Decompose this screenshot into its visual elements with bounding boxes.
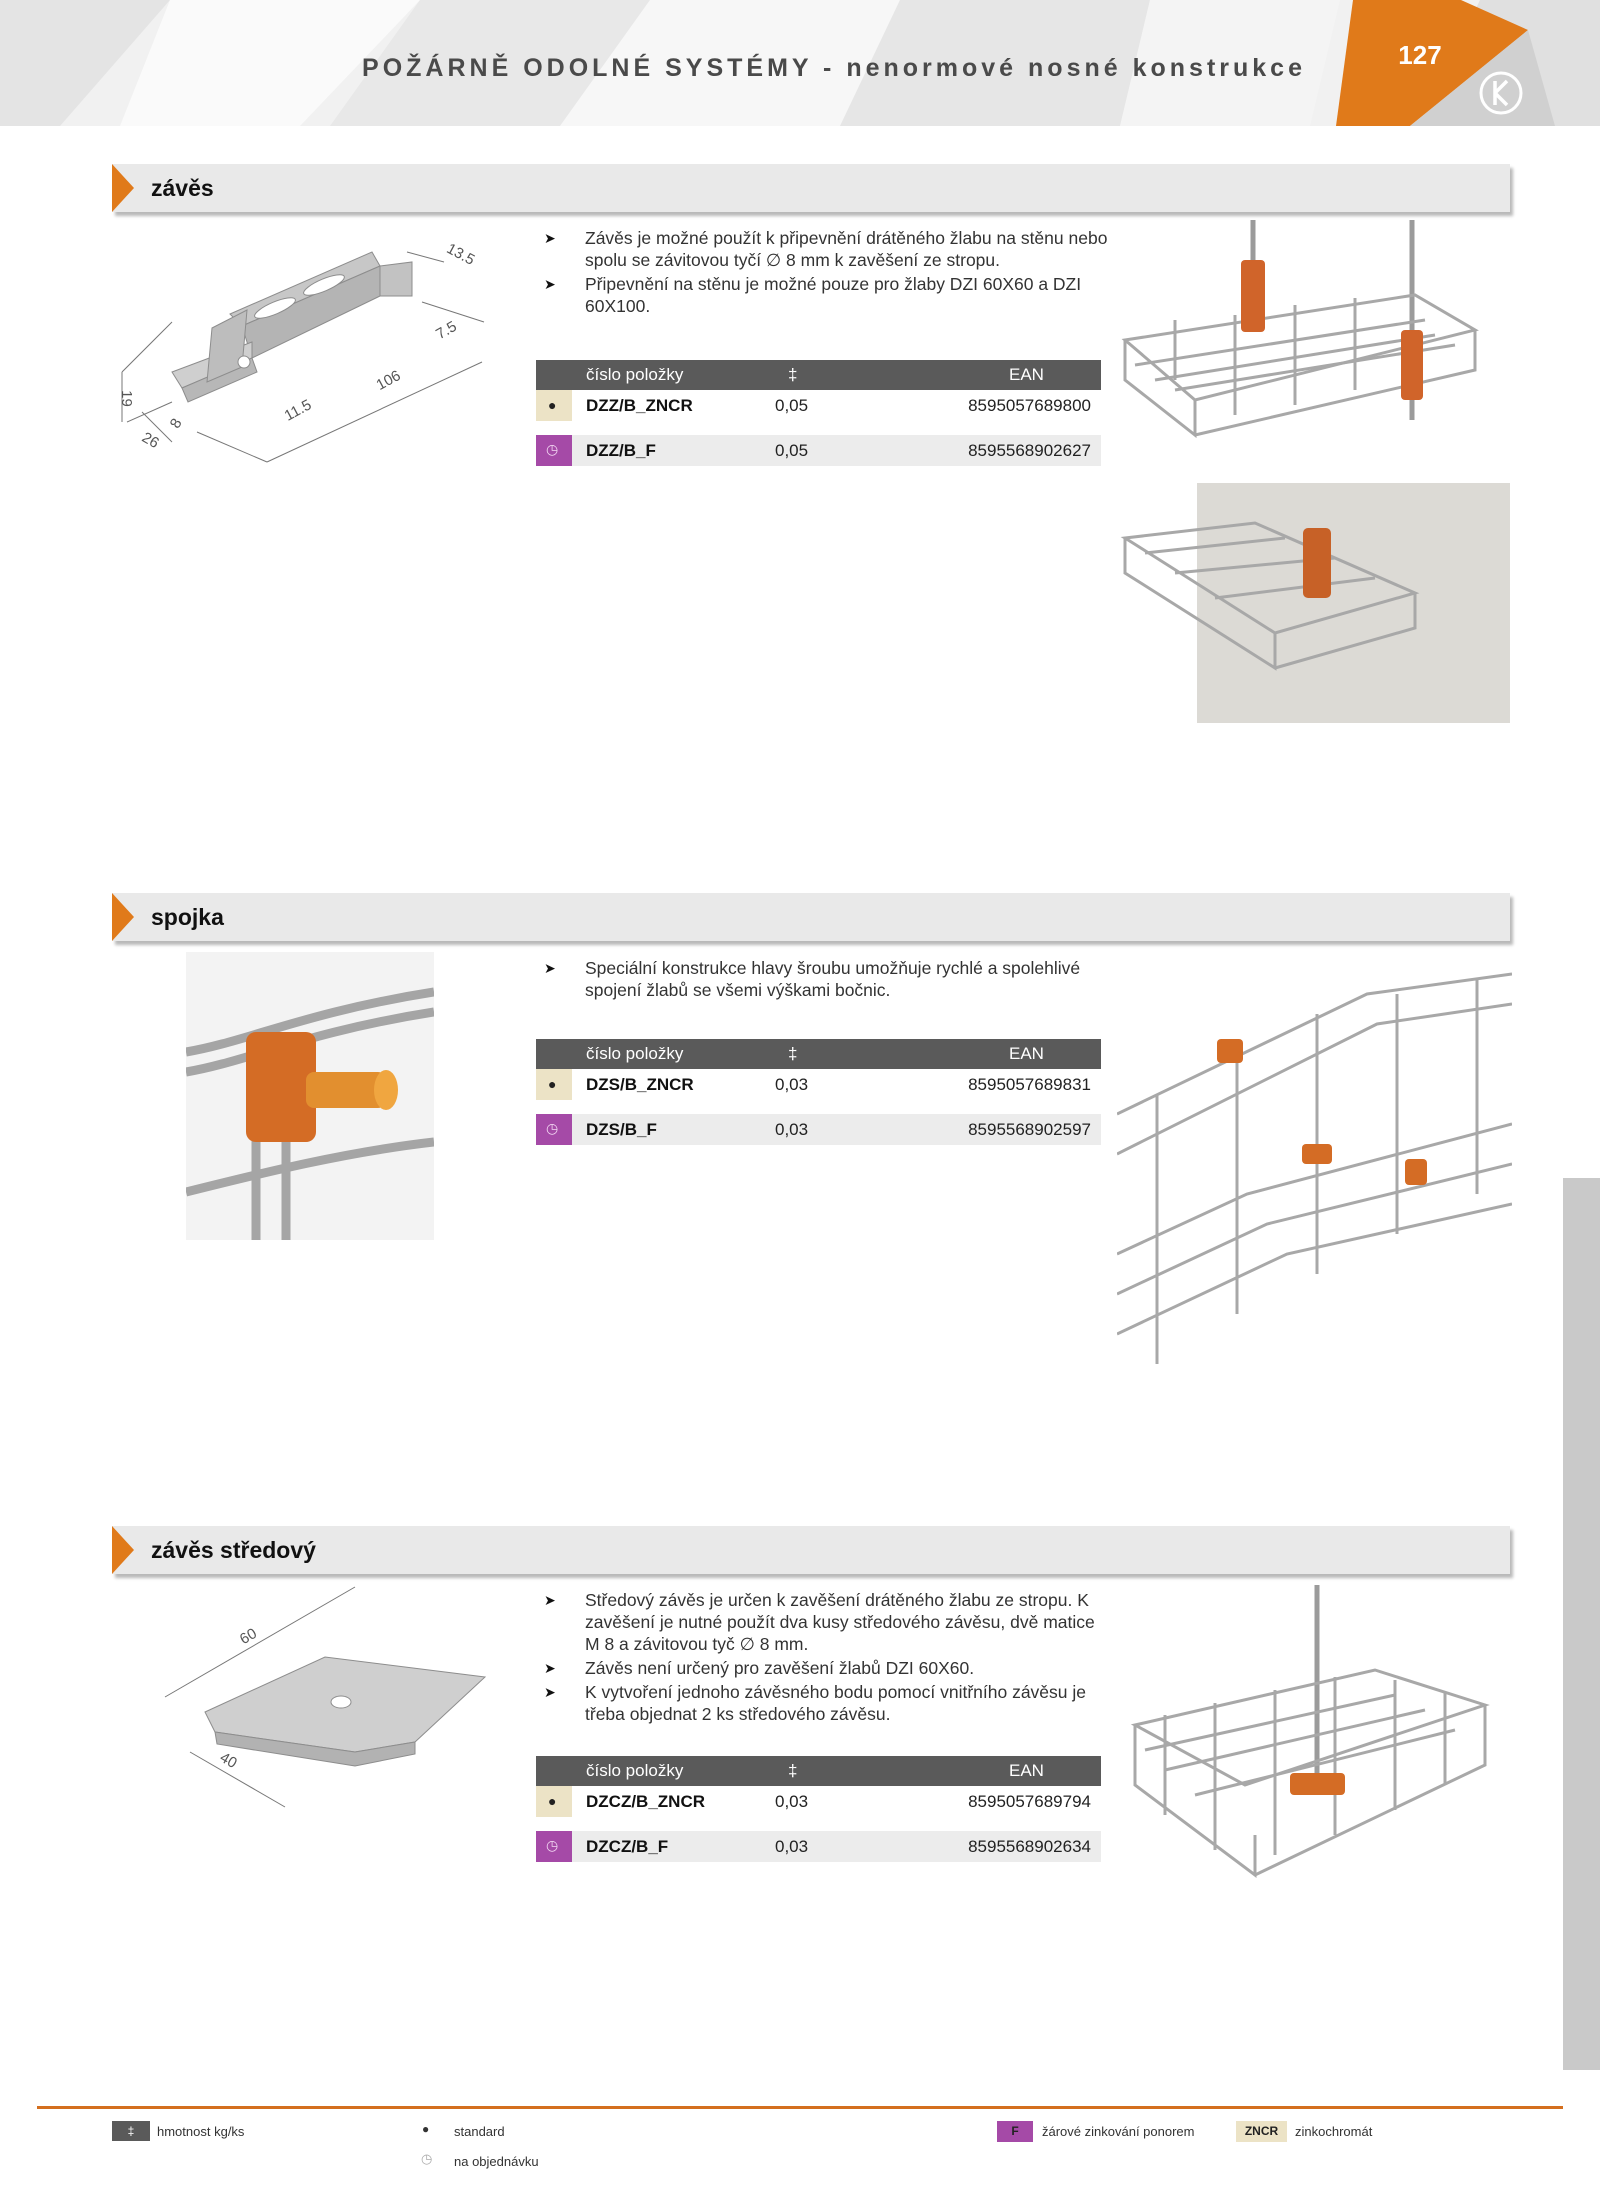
zncr-badge: ZNCR bbox=[1236, 2121, 1287, 2142]
standard-icon: ● bbox=[548, 397, 557, 413]
standard-icon: ● bbox=[422, 2122, 430, 2136]
item-ean: 8595568902634 bbox=[968, 1837, 1091, 1856]
item-weight: 0,03 bbox=[775, 1075, 809, 1094]
item-weight: 0,03 bbox=[775, 1120, 809, 1139]
section-title: závěs bbox=[151, 175, 214, 201]
dimension-label: 19 bbox=[117, 390, 135, 407]
zaves-description bbox=[540, 227, 1110, 319]
table-header bbox=[536, 1039, 1101, 1069]
standard-icon: ● bbox=[548, 1076, 557, 1092]
header-title: POŽÁRNĚ ODOLNÉ SYSTÉMY - nenormové nosné konstrukce bbox=[362, 54, 1306, 82]
bullet-item: ➤ Speciální konstrukce hlavy šroubu umožňuje rychlé a spolehlivé spojení žlabů se všemi výškami bočnic. bbox=[540, 957, 1110, 1001]
column-header-item: číslo položky bbox=[586, 365, 684, 384]
clock-icon: ◷ bbox=[546, 441, 559, 457]
weight-icon: ‡ bbox=[788, 1044, 798, 1063]
dimension-label: 60 bbox=[236, 1624, 260, 1649]
legend-f-label: žárové zinkování ponorem bbox=[1042, 2124, 1195, 2139]
bullet-item: ➤ Připevnění na stěnu je možné pouze pro žlaby DZI 60X60 a DZI 60X100. bbox=[540, 273, 1110, 317]
zaves-stredovy-description bbox=[540, 1589, 1110, 1727]
item-code: DZCZ/B_ZNCR bbox=[586, 1792, 705, 1811]
table-row bbox=[536, 1831, 1101, 1862]
item-code: DZZ/B_ZNCR bbox=[586, 396, 693, 415]
item-ean: 8595568902597 bbox=[968, 1120, 1091, 1139]
section-header-spojka bbox=[112, 893, 1510, 941]
item-ean: 8595057689831 bbox=[968, 1075, 1091, 1094]
spojka-tray-photo bbox=[1117, 954, 1512, 1372]
bullet-item: ➤ Středový závěs je určen k zavěšení drátěného žlabu ze stropu. K zavěšení je nutné použít dva kusy středového závěsu, dvě matice M 8 a závitovou tyč ∅ 8 mm. bbox=[540, 1589, 1110, 1655]
page-number: 127 bbox=[1398, 40, 1442, 70]
dimension-label: 7.5 bbox=[433, 317, 460, 344]
section-title: závěs středový bbox=[151, 1537, 316, 1563]
item-ean: 8595057689800 bbox=[968, 396, 1091, 415]
footer-rule bbox=[37, 2106, 1563, 2109]
bullet-item: ➤ Závěs není určený pro zavěšení žlabů DZI 60X60. bbox=[540, 1657, 1110, 1679]
standard-marker bbox=[536, 390, 572, 421]
product-table bbox=[536, 360, 1101, 466]
item-ean: 8595568902627 bbox=[968, 441, 1091, 460]
dimension-label: 8 bbox=[166, 415, 186, 432]
spojka-photo bbox=[186, 952, 434, 1240]
table-row bbox=[536, 1786, 1101, 1817]
section-arrow-icon bbox=[112, 1526, 134, 1574]
f-badge: F bbox=[997, 2121, 1033, 2142]
product-table bbox=[536, 1756, 1101, 1862]
item-ean: 8595057689794 bbox=[968, 1792, 1091, 1811]
section-header-zaves bbox=[112, 164, 1510, 212]
weight-icon: ‡ bbox=[112, 2121, 150, 2141]
standard-icon: ● bbox=[548, 1793, 557, 1809]
zaves-ceiling-photo bbox=[1115, 220, 1510, 460]
item-weight: 0,05 bbox=[775, 396, 809, 415]
table-row bbox=[536, 435, 1101, 466]
standard-marker bbox=[536, 1786, 572, 1817]
clock-icon: ◷ bbox=[546, 1120, 559, 1136]
table-row bbox=[536, 1069, 1101, 1100]
product-table bbox=[536, 1039, 1101, 1145]
item-code: DZZ/B_F bbox=[586, 441, 656, 460]
order-marker bbox=[536, 1114, 572, 1145]
table-row bbox=[536, 390, 1101, 421]
zaves-stredovy-dimension-drawing bbox=[155, 1582, 495, 1812]
section-title: spojka bbox=[151, 904, 224, 930]
dimension-label: 40 bbox=[216, 1748, 240, 1773]
zaves-stredovy-tray-photo bbox=[1125, 1585, 1510, 1885]
clock-icon: ◷ bbox=[546, 1837, 559, 1853]
item-code: DZCZ/B_F bbox=[586, 1837, 669, 1856]
spojka-description bbox=[540, 957, 1110, 1003]
section-arrow-icon bbox=[112, 893, 134, 941]
standard-marker bbox=[536, 1069, 572, 1100]
item-code: DZS/B_ZNCR bbox=[586, 1075, 694, 1094]
sidebar-marker bbox=[1563, 1178, 1600, 2070]
table-row bbox=[536, 1114, 1101, 1145]
legend-order-label: na objednávku bbox=[454, 2154, 539, 2169]
table-header bbox=[536, 1756, 1101, 1786]
section-arrow-icon bbox=[112, 164, 134, 212]
legend-zncr-label: zinkochromát bbox=[1295, 2124, 1373, 2139]
dimension-label: 11.5 bbox=[281, 396, 315, 425]
dimension-label: 26 bbox=[138, 428, 162, 453]
column-header-ean: EAN bbox=[1009, 1761, 1044, 1780]
dimension-label: 13.5 bbox=[443, 240, 478, 269]
column-header-ean: EAN bbox=[1009, 1044, 1044, 1063]
bullet-item: ➤ Závěs je možné použít k připevnění drátěného žlabu na stěnu nebo spolu se závitovou tyčí ∅ 8 mm k zavěšení ze stropu. bbox=[540, 227, 1110, 271]
item-code: DZS/B_F bbox=[586, 1120, 657, 1139]
clock-icon: ◷ bbox=[421, 2151, 433, 2166]
bullet-item: ➤ K vytvoření jednoho závěsného bodu pomocí vnitřního závěsu je třeba objednat 2 ks středového závěsu. bbox=[540, 1681, 1110, 1725]
weight-icon: ‡ bbox=[788, 1761, 798, 1780]
table-header bbox=[536, 360, 1101, 390]
item-weight: 0,03 bbox=[775, 1837, 809, 1856]
column-header-item: číslo položky bbox=[586, 1761, 684, 1780]
legend-weight-label: hmotnost kg/ks bbox=[157, 2124, 245, 2139]
item-weight: 0,03 bbox=[775, 1792, 809, 1811]
zaves-wall-photo bbox=[1115, 483, 1510, 723]
order-marker bbox=[536, 1831, 572, 1862]
column-header-ean: EAN bbox=[1009, 365, 1044, 384]
dimension-label: 106 bbox=[373, 367, 404, 394]
order-marker bbox=[536, 435, 572, 466]
legend-standard-label: standard bbox=[454, 2124, 505, 2139]
weight-icon: ‡ bbox=[788, 365, 798, 384]
column-header-item: číslo položky bbox=[586, 1044, 684, 1063]
section-header-zaves-stredovy bbox=[112, 1526, 1510, 1574]
item-weight: 0,05 bbox=[775, 441, 809, 460]
company-logo-icon bbox=[1478, 70, 1524, 116]
